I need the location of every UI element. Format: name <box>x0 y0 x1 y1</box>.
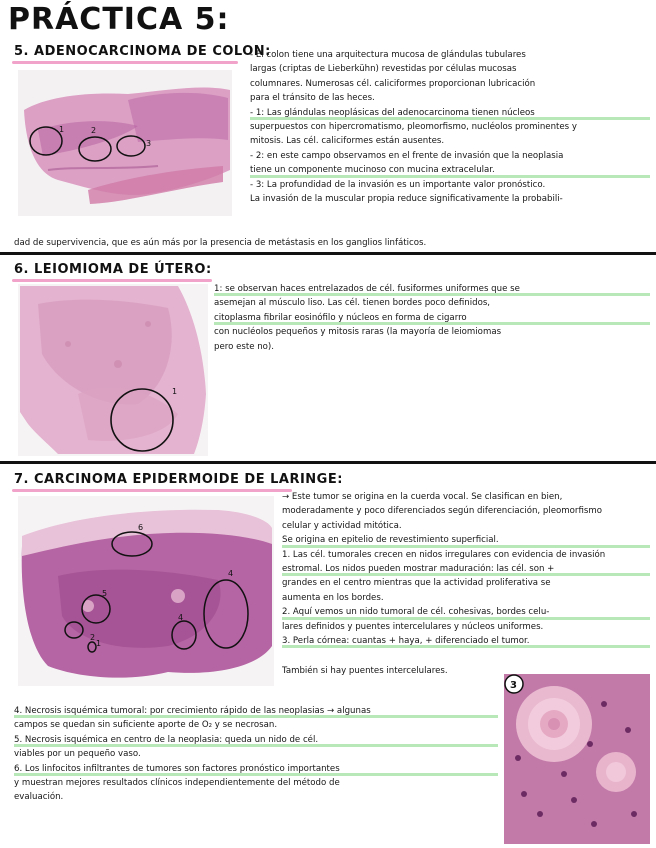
note-line: 3. Perla córnea: cuantas + haya, + diferenciado el tumor. <box>282 634 650 648</box>
larynx-label-5: 4 <box>178 613 184 622</box>
section-divider <box>0 461 656 464</box>
note-line: 1: se observan haces entrelazados de cél. fusiformes uniformes que se <box>214 282 650 296</box>
inset-label: 3 <box>510 680 517 691</box>
note-line: pero este no). <box>214 341 275 352</box>
note-line: 1. Las cél. tumorales crecen en nidos irregulares con evidencia de invasión <box>282 549 606 560</box>
larynx-label-6: 4 <box>228 569 234 578</box>
note-line: lares definidos y puentes intercelulares y núcleos uniformes. <box>282 621 544 632</box>
note-line: 6. Los linfocitos infiltrantes de tumores son factores pronóstico importantes <box>14 762 498 776</box>
note-line: asemejan al músculo liso. Las cél. tienen bordes poco definidos, <box>214 298 491 309</box>
colon-histology-image <box>18 70 232 216</box>
note-line: moderadamente y poco diferenciados según diferenciación, pleomorfismo <box>282 506 602 517</box>
section-divider <box>0 252 656 255</box>
note-line: aumenta en los bordes. <box>282 592 384 603</box>
section-6-underline <box>12 279 212 282</box>
section-5-underline <box>12 61 238 64</box>
section-7-notes-bottom <box>14 704 498 805</box>
section-6-notes <box>214 282 650 354</box>
note-line: La invasión de la muscular propia reduce significativamente la probabili- <box>250 194 563 205</box>
section-6-heading: 6. LEIOMIOMA DE ÚTERO: <box>14 262 212 277</box>
note-line: con nucléolos pequeños y mitosis raras (la mayoría de leiomiomas <box>214 327 502 338</box>
larynx-histology-image <box>18 496 274 686</box>
section-7-notes-end <box>282 664 502 678</box>
note-line: También si hay puentes intercelulares. <box>282 666 448 676</box>
section-7-heading: 7. CARCINOMA EPIDERMOIDE DE LARINGE: <box>14 472 343 487</box>
note-line: evaluación. <box>14 792 64 803</box>
note-line: mitosis. Las cél. caliciformes están ausentes. <box>250 136 445 147</box>
leiomyoma-histology-image <box>18 284 208 456</box>
note-line: tiene un componente mucinoso con mucina extracelular. <box>250 163 650 177</box>
note-line: 2. Aquí vemos un nido tumoral de cél. cohesivas, bordes celu- <box>282 605 650 619</box>
note-line: para el tránsito de las heces. <box>250 93 375 104</box>
section-7-notes <box>282 490 650 648</box>
note-line: Se origina en epitelio de revestimiento superficial. <box>282 533 650 547</box>
larynx-label-4: 5 <box>102 589 108 598</box>
colon-label-3: 3 <box>146 139 152 148</box>
note-line: citoplasma fibrilar eosinófilo y núcleos en forma de cigarro <box>214 311 650 325</box>
note-line: viables por un pequeño vaso. <box>14 749 141 760</box>
note-line: 4. Necrosis isquémica tumoral: por crecimiento rápido de las neoplasias → algunas <box>14 704 498 718</box>
note-line: - 2: en este campo observamos en el frente de invasión que la neoplasia <box>250 150 564 161</box>
note-line: dad de supervivencia, que es aún más por la presencia de metástasis en los ganglios linfáticos. <box>14 238 427 248</box>
note-line: estromal. Los nidos pueden mostrar maduración: las cél. son + <box>282 562 650 576</box>
larynx-label-1: 1 <box>96 639 102 648</box>
note-line: campos se quedan sin suficiente aporte de O₂ y se necrosan. <box>14 720 278 731</box>
note-line: superpuestos con hipercromatismo, pleomorfismo, nucléolos prominentes y <box>250 122 577 133</box>
section-5-heading: 5. ADENOCARCINOMA DE COLON: <box>14 44 271 59</box>
colon-label-1: 1 <box>59 125 65 134</box>
larynx-label-3: 6 <box>138 523 144 532</box>
keratin-pearl-image <box>504 674 650 844</box>
section-7-underline <box>12 489 292 492</box>
note-line: columnares. Numerosas cél. caliciformes proporcionan lubricación <box>250 78 536 89</box>
note-line: - El colon tiene una arquitectura mucosa de glándulas tubulares <box>250 50 526 60</box>
larynx-label-2: 2 <box>90 633 96 642</box>
note-line: y muestran mejores resultados clínicos independientemente del método de <box>14 778 340 789</box>
leiomyoma-label-1: 1 <box>172 387 178 396</box>
note-line: → Este tumor se origina en la cuerda vocal. Se clasifican en bien, <box>282 492 563 502</box>
note-line: celular y actividad mitótica. <box>282 520 402 531</box>
note-line: - 3: La profundidad de la invasión es un importante valor pronóstico. <box>250 179 546 190</box>
note-line: - 1: Las glándulas neoplásicas del adenocarcinoma tienen núcleos <box>250 106 650 120</box>
note-line: 5. Necrosis isquémica en centro de la neoplasia: queda un nido de cél. <box>14 733 498 747</box>
note-line: largas (criptas de Lieberkühn) revestidas por células mucosas <box>250 64 517 75</box>
page-title: PRÁCTICA 5: <box>8 2 230 37</box>
colon-label-2: 2 <box>91 126 97 135</box>
section-5-notes <box>250 48 650 206</box>
section-5-notes-continued <box>14 236 644 250</box>
note-line: grandes en el centro mientras que la actividad proliferativa se <box>282 578 551 589</box>
